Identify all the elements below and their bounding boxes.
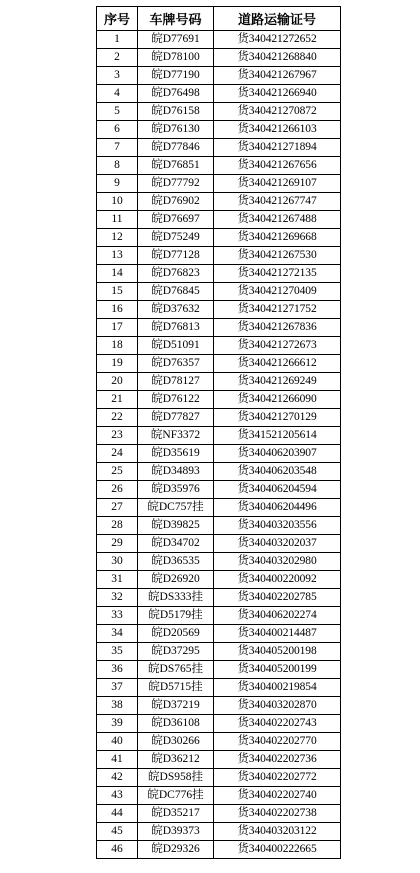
plate-number-cell: 皖D76851 <box>138 157 214 175</box>
plate-number-cell: 皖D77128 <box>138 247 214 265</box>
serial-number-cell: 32 <box>97 589 138 607</box>
plate-number-cell: 皖D76902 <box>138 193 214 211</box>
transport-permit-cell: 货340406204594 <box>214 481 341 499</box>
plate-number-cell: 皖D77691 <box>138 31 214 49</box>
transport-permit-cell: 货340421267530 <box>214 247 341 265</box>
transport-permit-cell: 货340406203548 <box>214 463 341 481</box>
transport-permit-cell: 货340421267488 <box>214 211 341 229</box>
table-row <box>97 769 341 787</box>
table-row <box>97 193 341 211</box>
table-row <box>97 481 341 499</box>
transport-permit-cell: 货340421267967 <box>214 67 341 85</box>
transport-permit-cell: 货340421271894 <box>214 139 341 157</box>
table-row <box>97 571 341 589</box>
table-row <box>97 301 341 319</box>
table-row <box>97 661 341 679</box>
header-transport-permit: 道路运输证号 <box>214 7 341 31</box>
plate-number-cell: 皖D76122 <box>138 391 214 409</box>
transport-permit-cell: 货340402202738 <box>214 805 341 823</box>
table-row <box>97 607 341 625</box>
plate-number-cell: 皖D78100 <box>138 49 214 67</box>
serial-number-cell: 20 <box>97 373 138 391</box>
serial-number-cell: 39 <box>97 715 138 733</box>
transport-permit-cell: 货340402202740 <box>214 787 341 805</box>
serial-number-cell: 26 <box>97 481 138 499</box>
transport-permit-cell: 货340403202037 <box>214 535 341 553</box>
plate-number-cell: 皖DC776挂 <box>138 787 214 805</box>
plate-number-cell: 皖DS958挂 <box>138 769 214 787</box>
plate-number-cell: 皖D76357 <box>138 355 214 373</box>
plate-number-cell: 皖D76845 <box>138 283 214 301</box>
table-row <box>97 157 341 175</box>
serial-number-cell: 43 <box>97 787 138 805</box>
header-row <box>97 7 341 31</box>
serial-number-cell: 2 <box>97 49 138 67</box>
plate-number-cell: 皖D76823 <box>138 265 214 283</box>
serial-number-cell: 13 <box>97 247 138 265</box>
transport-permit-cell: 货341521205614 <box>214 427 341 445</box>
serial-number-cell: 11 <box>97 211 138 229</box>
serial-number-cell: 16 <box>97 301 138 319</box>
table-row <box>97 517 341 535</box>
table-row <box>97 67 341 85</box>
plate-number-cell: 皖D77792 <box>138 175 214 193</box>
plate-number-cell: 皖D30266 <box>138 733 214 751</box>
table-row <box>97 427 341 445</box>
serial-number-cell: 10 <box>97 193 138 211</box>
transport-permit-cell: 货340406203907 <box>214 445 341 463</box>
serial-number-cell: 9 <box>97 175 138 193</box>
serial-number-cell: 19 <box>97 355 138 373</box>
transport-permit-cell: 货340421271752 <box>214 301 341 319</box>
transport-permit-cell: 货340402202772 <box>214 769 341 787</box>
serial-number-cell: 12 <box>97 229 138 247</box>
transport-permit-cell: 货340400220092 <box>214 571 341 589</box>
table-row <box>97 337 341 355</box>
table-row <box>97 841 341 859</box>
plate-number-cell: 皖DC757挂 <box>138 499 214 517</box>
plate-number-cell: 皖D77827 <box>138 409 214 427</box>
plate-number-cell: 皖D34893 <box>138 463 214 481</box>
serial-number-cell: 31 <box>97 571 138 589</box>
transport-permit-cell: 货340421266940 <box>214 85 341 103</box>
serial-number-cell: 33 <box>97 607 138 625</box>
table-row <box>97 175 341 193</box>
plate-number-cell: 皖D76498 <box>138 85 214 103</box>
serial-number-cell: 24 <box>97 445 138 463</box>
transport-permit-cell: 货340405200198 <box>214 643 341 661</box>
plate-number-cell: 皖D76813 <box>138 319 214 337</box>
transport-permit-cell: 货340421272652 <box>214 31 341 49</box>
serial-number-cell: 34 <box>97 625 138 643</box>
transport-permit-cell: 货340403202980 <box>214 553 341 571</box>
table-body <box>97 31 341 859</box>
serial-number-cell: 45 <box>97 823 138 841</box>
table-row <box>97 643 341 661</box>
table-row <box>97 553 341 571</box>
transport-permit-cell: 货340402202736 <box>214 751 341 769</box>
serial-number-cell: 35 <box>97 643 138 661</box>
serial-number-cell: 15 <box>97 283 138 301</box>
transport-permit-cell: 货340421266103 <box>214 121 341 139</box>
transport-permit-cell: 货340400219854 <box>214 679 341 697</box>
table-row <box>97 535 341 553</box>
transport-permit-cell: 货340402202743 <box>214 715 341 733</box>
table-row <box>97 589 341 607</box>
serial-number-cell: 5 <box>97 103 138 121</box>
table-row <box>97 283 341 301</box>
plate-number-cell: 皖D75249 <box>138 229 214 247</box>
transport-permit-cell: 货340421272673 <box>214 337 341 355</box>
transport-permit-cell: 货340403202870 <box>214 697 341 715</box>
header-plate-number: 车牌号码 <box>138 7 214 31</box>
transport-permit-cell: 货340400214487 <box>214 625 341 643</box>
plate-number-cell: 皖D51091 <box>138 337 214 355</box>
table-row <box>97 697 341 715</box>
plate-number-cell: 皖D26920 <box>138 571 214 589</box>
transport-permit-cell: 货340421269107 <box>214 175 341 193</box>
table-row <box>97 499 341 517</box>
header-serial-number: 序号 <box>97 7 138 31</box>
serial-number-cell: 1 <box>97 31 138 49</box>
table-row <box>97 733 341 751</box>
transport-permit-cell: 货340402202770 <box>214 733 341 751</box>
plate-number-cell: 皖D76130 <box>138 121 214 139</box>
transport-permit-cell: 货340403203556 <box>214 517 341 535</box>
serial-number-cell: 7 <box>97 139 138 157</box>
transport-permit-cell: 货340421270409 <box>214 283 341 301</box>
table-row <box>97 31 341 49</box>
transport-permit-cell: 货340421268840 <box>214 49 341 67</box>
plate-number-cell: 皖D37219 <box>138 697 214 715</box>
serial-number-cell: 21 <box>97 391 138 409</box>
table-row <box>97 805 341 823</box>
serial-number-cell: 28 <box>97 517 138 535</box>
table-row <box>97 445 341 463</box>
transport-permit-cell: 货340421266090 <box>214 391 341 409</box>
plate-number-cell: 皖D76158 <box>138 103 214 121</box>
table-row <box>97 121 341 139</box>
serial-number-cell: 44 <box>97 805 138 823</box>
table-row <box>97 211 341 229</box>
table-row <box>97 715 341 733</box>
transport-permit-cell: 货340405200199 <box>214 661 341 679</box>
plate-number-cell: 皖D77846 <box>138 139 214 157</box>
serial-number-cell: 6 <box>97 121 138 139</box>
serial-number-cell: 8 <box>97 157 138 175</box>
transport-permit-cell: 货340421267656 <box>214 157 341 175</box>
table-row <box>97 139 341 157</box>
transport-permit-cell: 货340406204496 <box>214 499 341 517</box>
serial-number-cell: 36 <box>97 661 138 679</box>
plate-number-cell: 皖D29326 <box>138 841 214 859</box>
serial-number-cell: 46 <box>97 841 138 859</box>
plate-number-cell: 皖D5715挂 <box>138 679 214 697</box>
serial-number-cell: 17 <box>97 319 138 337</box>
transport-permit-cell: 货340421269668 <box>214 229 341 247</box>
plate-number-cell: 皖D36535 <box>138 553 214 571</box>
serial-number-cell: 41 <box>97 751 138 769</box>
plate-number-cell: 皖DS765挂 <box>138 661 214 679</box>
table-row <box>97 463 341 481</box>
transport-permit-cell: 货340421267836 <box>214 319 341 337</box>
table-row <box>97 319 341 337</box>
table-row <box>97 679 341 697</box>
transport-permit-cell: 货340421269249 <box>214 373 341 391</box>
table-row <box>97 823 341 841</box>
serial-number-cell: 4 <box>97 85 138 103</box>
transport-permit-cell: 货340403203122 <box>214 823 341 841</box>
vehicle-registry-table <box>96 6 341 859</box>
serial-number-cell: 38 <box>97 697 138 715</box>
transport-permit-cell: 货340421270129 <box>214 409 341 427</box>
serial-number-cell: 37 <box>97 679 138 697</box>
plate-number-cell: 皖D34702 <box>138 535 214 553</box>
table-row <box>97 787 341 805</box>
table-row <box>97 391 341 409</box>
plate-number-cell: 皖D78127 <box>138 373 214 391</box>
plate-number-cell: 皖D77190 <box>138 67 214 85</box>
plate-number-cell: 皖D36212 <box>138 751 214 769</box>
table-row <box>97 625 341 643</box>
transport-permit-cell: 货340406202274 <box>214 607 341 625</box>
transport-permit-cell: 货340402202785 <box>214 589 341 607</box>
table-row <box>97 751 341 769</box>
plate-number-cell: 皖NF3372 <box>138 427 214 445</box>
serial-number-cell: 40 <box>97 733 138 751</box>
plate-number-cell: 皖D37632 <box>138 301 214 319</box>
plate-number-cell: 皖D37295 <box>138 643 214 661</box>
plate-number-cell: 皖D36108 <box>138 715 214 733</box>
table-row <box>97 103 341 121</box>
transport-permit-cell: 货340421272135 <box>214 265 341 283</box>
table-row <box>97 49 341 67</box>
serial-number-cell: 29 <box>97 535 138 553</box>
plate-number-cell: 皖D39373 <box>138 823 214 841</box>
transport-permit-cell: 货340400222665 <box>214 841 341 859</box>
serial-number-cell: 25 <box>97 463 138 481</box>
serial-number-cell: 18 <box>97 337 138 355</box>
transport-permit-cell: 货340421266612 <box>214 355 341 373</box>
plate-number-cell: 皖D39825 <box>138 517 214 535</box>
plate-number-cell: 皖D35976 <box>138 481 214 499</box>
serial-number-cell: 3 <box>97 67 138 85</box>
plate-number-cell: 皖DS333挂 <box>138 589 214 607</box>
table-row <box>97 409 341 427</box>
table-row <box>97 247 341 265</box>
plate-number-cell: 皖D76697 <box>138 211 214 229</box>
serial-number-cell: 14 <box>97 265 138 283</box>
serial-number-cell: 23 <box>97 427 138 445</box>
serial-number-cell: 42 <box>97 769 138 787</box>
plate-number-cell: 皖D35217 <box>138 805 214 823</box>
table-row <box>97 373 341 391</box>
table-header <box>97 7 341 31</box>
table-row <box>97 229 341 247</box>
serial-number-cell: 27 <box>97 499 138 517</box>
plate-number-cell: 皖D35619 <box>138 445 214 463</box>
plate-number-cell: 皖D20569 <box>138 625 214 643</box>
serial-number-cell: 30 <box>97 553 138 571</box>
transport-permit-cell: 货340421267747 <box>214 193 341 211</box>
serial-number-cell: 22 <box>97 409 138 427</box>
table-row <box>97 85 341 103</box>
table-row <box>97 355 341 373</box>
transport-permit-cell: 货340421270872 <box>214 103 341 121</box>
table-row <box>97 265 341 283</box>
plate-number-cell: 皖D5179挂 <box>138 607 214 625</box>
